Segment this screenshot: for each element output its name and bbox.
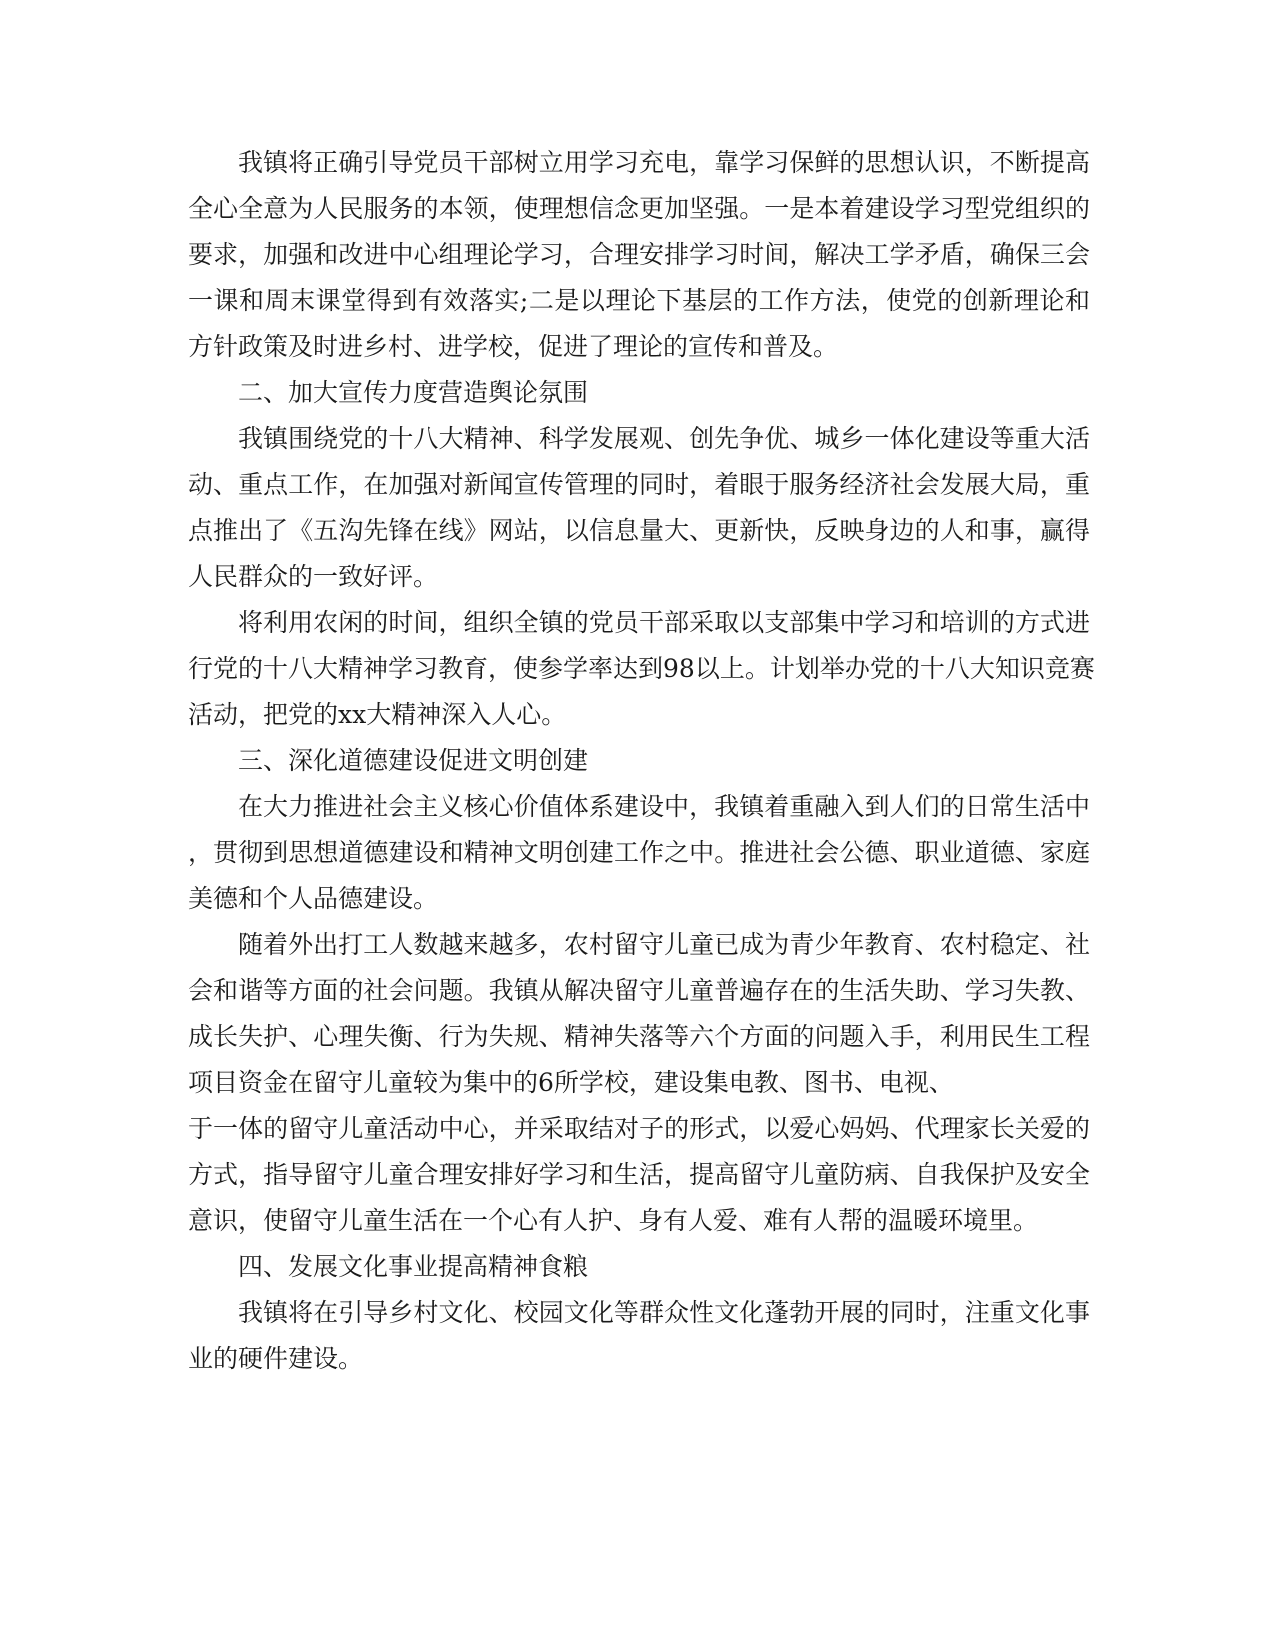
text-line: 随着外出打工人数越来越多，农村留守儿童已成为青少年教育、农村稳定、社 [238, 930, 1090, 959]
text-line: 要求，加强和改进中心组理论学习，合理安排学习时间，解决工学矛盾，确保三会 [188, 240, 1090, 269]
text-line: 我镇将在引导乡村文化、校园文化等群众性文化蓬勃开展的同时，注重文化事 [238, 1298, 1090, 1327]
text-line: 我镇将正确引导党员干部树立用学习充电，靠学习保鲜的思想认识，不断提高 [238, 148, 1090, 177]
text-line: 美德和个人品德建设。 [188, 884, 439, 913]
text-line: 方针政策及时进乡村、进学校，促进了理论的宣传和普及。 [188, 332, 839, 361]
text-line: 全心全意为人民服务的本领，使理想信念更加坚强。一是本着建设学习型党组织的 [188, 194, 1090, 223]
text-line: 活动，把党的xx大精神深入人心。 [188, 700, 567, 729]
text-line: 四、发展文化事业提高精神食粮 [238, 1252, 589, 1281]
text-line: 项目资金在留守儿童较为集中的6所学校，建设集电教、图书、电视、 [188, 1068, 954, 1097]
text-line: 行党的十八大精神学习教育，使参学率达到98以上。计划举办党的十八大知识竞赛 [188, 654, 1095, 683]
text-line: 将利用农闲的时间，组织全镇的党员干部采取以支部集中学习和培训的方式进 [238, 608, 1090, 637]
text-line: 于一体的留守儿童活动中心，并采取结对子的形式，以爱心妈妈、代理家长关爱的 [188, 1114, 1090, 1143]
text-line: 点推出了《五沟先锋在线》网站，以信息量大、更新快，反映身边的人和事，赢得 [188, 516, 1090, 545]
text-line: 成长失护、心理失衡、行为失规、精神失落等六个方面的问题入手，利用民生工程 [188, 1022, 1090, 1051]
text-line: 二、加大宣传力度营造舆论氛围 [238, 378, 589, 407]
document-body [188, 140, 1095, 1382]
text-line: 方式，指导留守儿童合理安排好学习和生活，提高留守儿童防病、自我保护及安全 [188, 1160, 1090, 1189]
text-line: 业的硬件建设。 [188, 1344, 364, 1373]
text-line: ，贯彻到思想道德建设和精神文明创建工作之中。推进社会公德、职业道德、家庭 [188, 838, 1090, 867]
text-line: 会和谐等方面的社会问题。我镇从解决留守儿童普遍存在的生活失助、学习失教、 [188, 976, 1090, 1005]
text-line: 人民群众的一致好评。 [188, 562, 439, 591]
text-line: 三、深化道德建设促进文明创建 [238, 746, 589, 775]
text-line: 一课和周末课堂得到有效落实;二是以理论下基层的工作方法，使党的创新理论和 [188, 286, 1090, 315]
text-line: 动、重点工作，在加强对新闻宣传管理的同时，着眼于服务经济社会发展大局，重 [188, 470, 1090, 499]
text-line: 我镇围绕党的十八大精神、科学发展观、创先争优、城乡一体化建设等重大活 [238, 424, 1090, 453]
text-line: 意识，使留守儿童生活在一个心有人护、身有人爱、难有人帮的温暖环境里。 [188, 1206, 1039, 1235]
text-line: 在大力推进社会主义核心价值体系建设中，我镇着重融入到人们的日常生活中 [238, 792, 1090, 821]
